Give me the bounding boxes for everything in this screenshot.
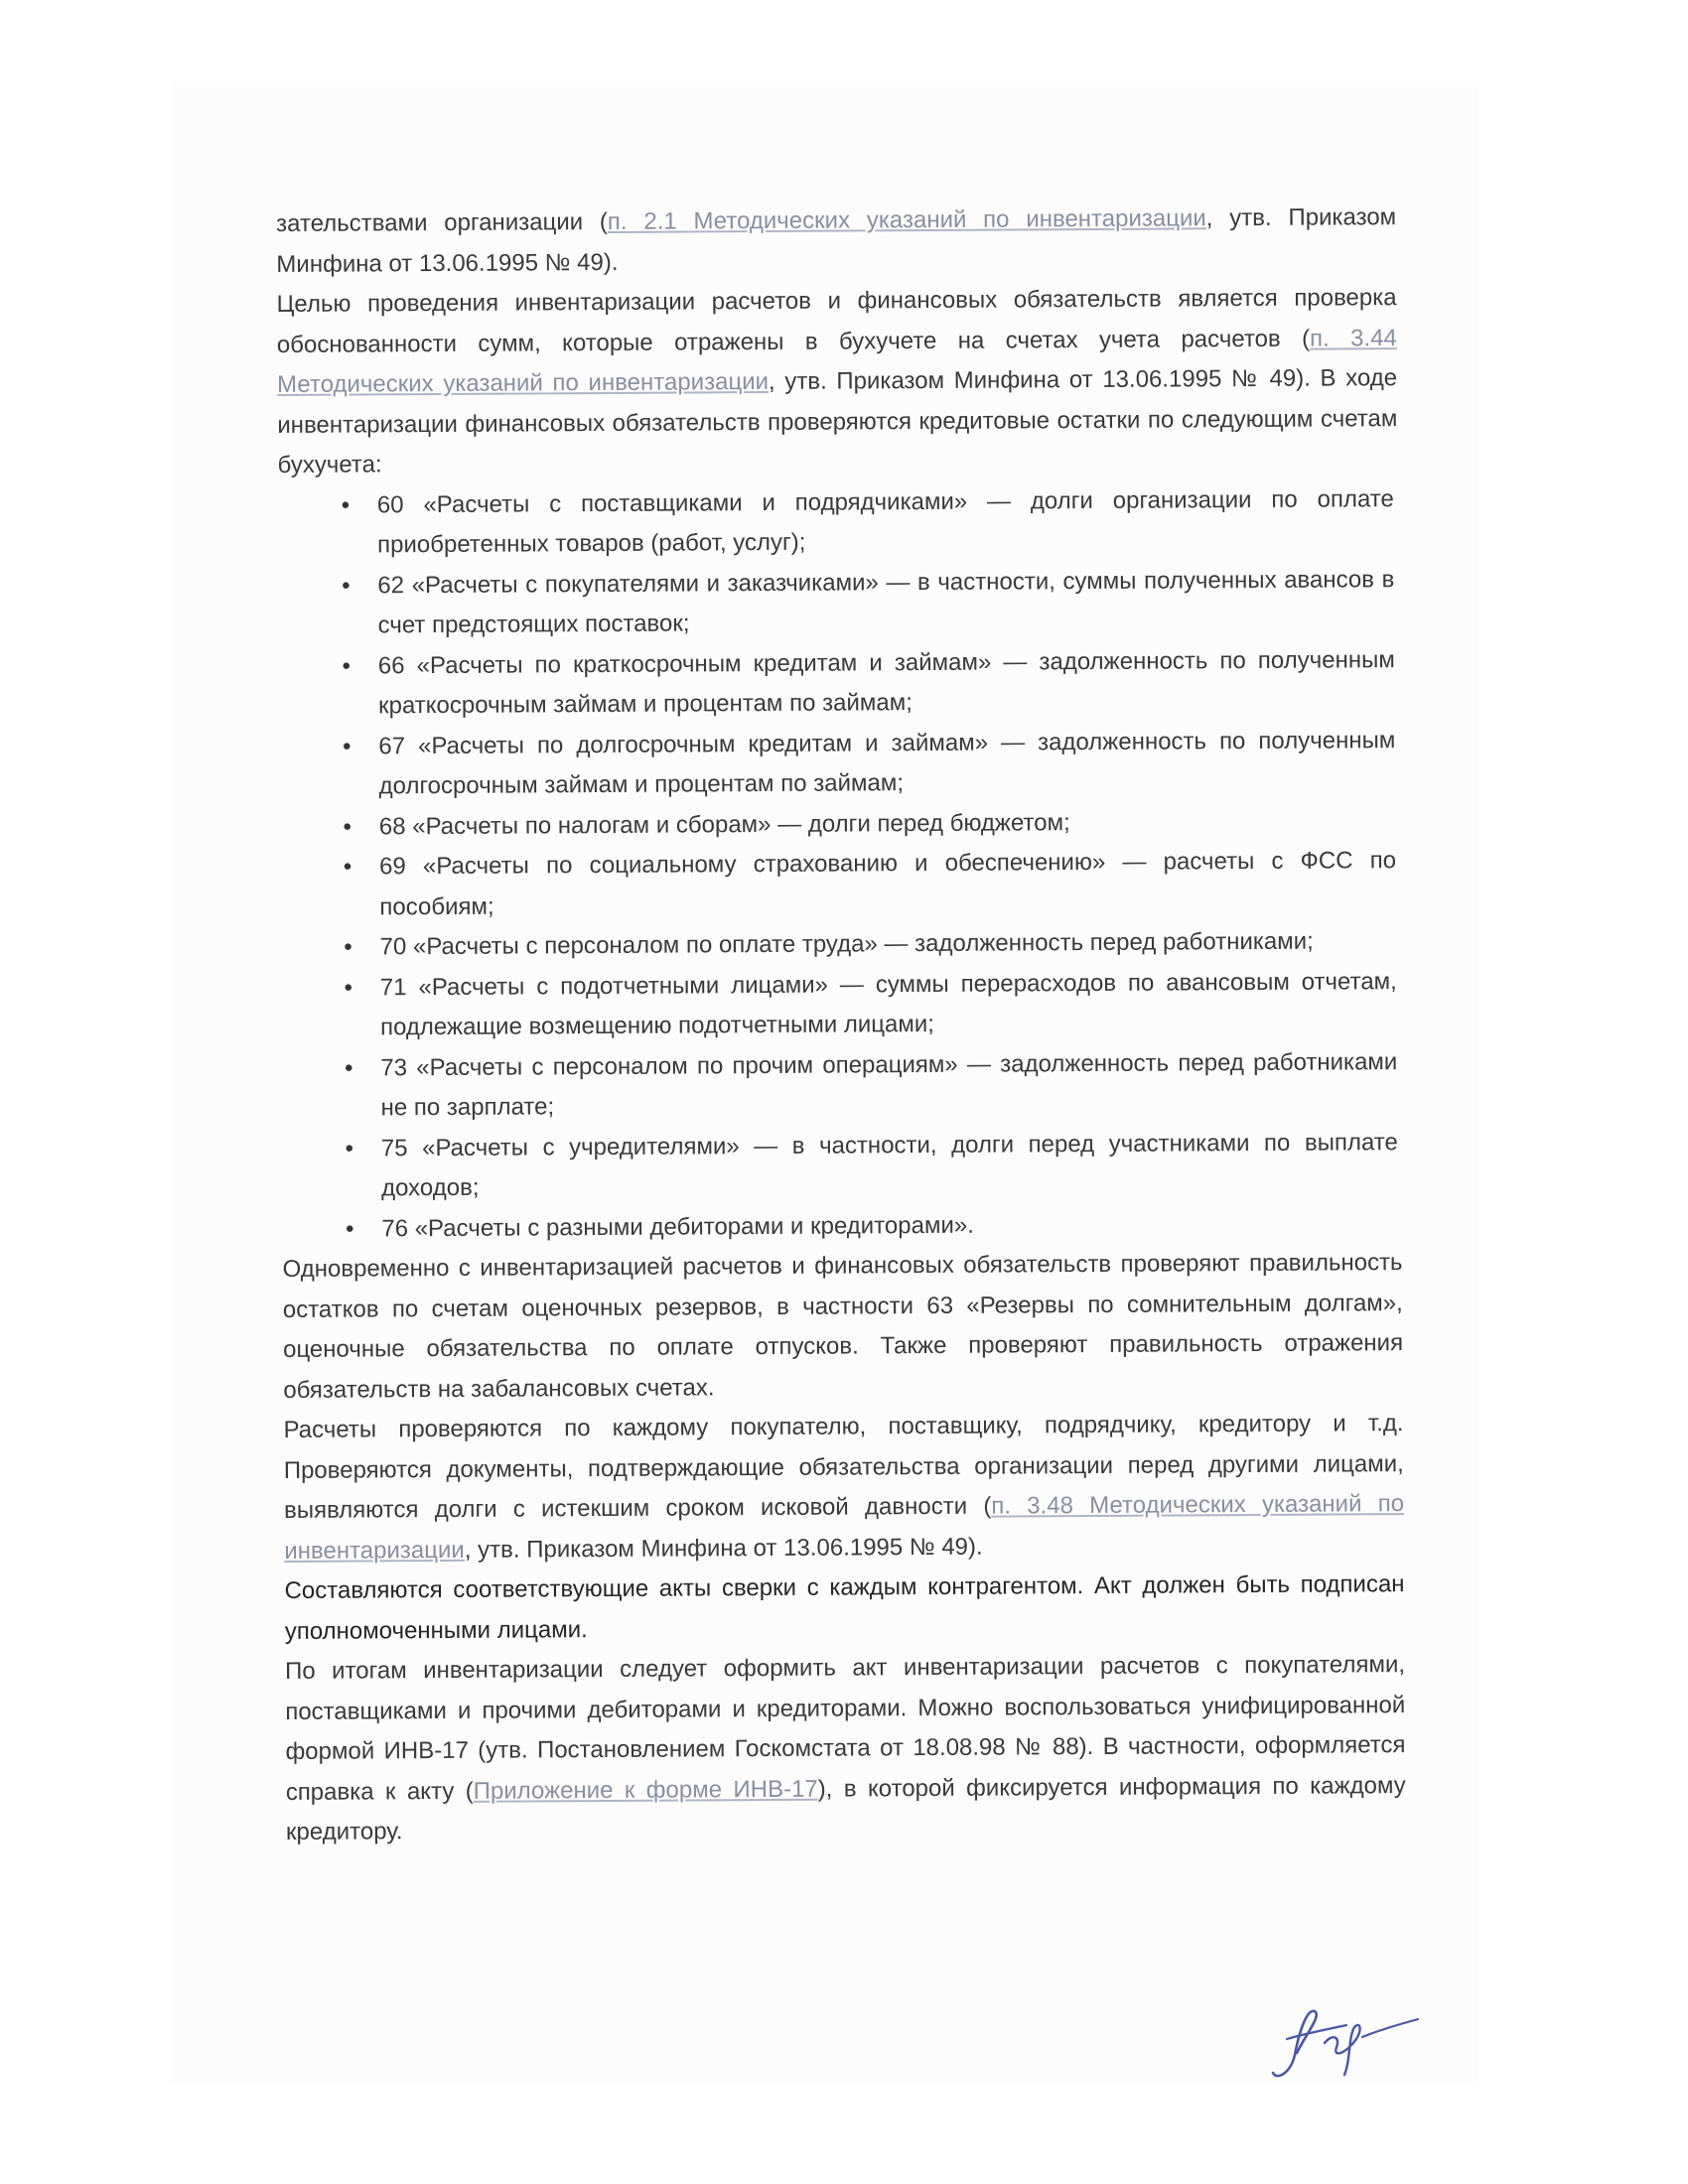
list-item <box>343 801 1400 848</box>
bullet-icon: • <box>342 572 351 600</box>
account-text: 71 «Расчеты с подотчетными лицами» — суммы перерасходов по авансовым отчетам, подлежащие возмещению подотчетными лицами; <box>379 967 1397 1041</box>
account-text: 62 «Расчеты с покупателями и заказчиками» — в частности, суммы полученных авансов в счет предстоящих поставок; <box>377 565 1395 639</box>
list-item <box>343 721 1399 807</box>
list-item <box>344 921 1400 968</box>
account-text: 76 «Расчеты с разными дебиторами и кредиторами». <box>381 1211 974 1242</box>
account-text: 73 «Расчеты с персоналом по прочим операциям» — задолженность перед работниками не по зарплате; <box>380 1047 1398 1122</box>
text: Расчеты проверяются по каждому покупателю, поставщику, подрядчику, кредитору и т.д. Проверяются документы, подтверждающие обязательства организации перед другими лицами, выявляются долги с истекшим сроком исковой давности ( <box>283 1410 1404 1524</box>
account-text: 66 «Расчеты по краткосрочным кредитам и займам» — задолженность по полученным краткосрочным займам и процентам по займам; <box>377 645 1395 720</box>
accounts-list <box>278 479 1403 1250</box>
signature-icon <box>1267 2003 1426 2083</box>
text: Целью проведения инвентаризации расчетов и финансовых обязательств является проверка обоснованности сумм, которые отражены в бухучете на счетах учета расчетов ( <box>276 284 1397 358</box>
list-item <box>345 1123 1402 1209</box>
bullet-icon: • <box>342 652 352 680</box>
document-body <box>276 198 1406 1852</box>
account-text: 60 «Расчеты с поставщиками и подрядчиками» — долги организации по оплате приобретенных товаров (работ, услуг); <box>376 484 1394 559</box>
list-item <box>346 1203 1402 1250</box>
paragraph-reserves: Одновременно с инвентаризацией расчетов и финансовых обязательств проверяют правильность остатков по счетам оценочных резервов, в частности 63 «Резервы по сомнительным долгам», оценочные обязательства по оплате отпусков. Также проверяют правильность отражения обязательств на забалансовых счетах. <box>282 1249 1404 1404</box>
bullet-icon: • <box>344 974 353 1002</box>
reference-link-3-44[interactable]: п. 3.44 Методических указаний по инвентаризации <box>277 324 1397 398</box>
reference-link-2-1[interactable]: п. 2.1 Методических указаний по инвентаризации <box>607 205 1206 235</box>
bullet-icon: • <box>343 813 352 841</box>
text: ), в которой фиксируется информация по каждому кредитору. <box>285 1771 1406 1845</box>
list-item <box>341 479 1398 566</box>
bullet-icon: • <box>344 933 352 961</box>
list-item <box>345 1042 1401 1129</box>
account-text: 70 «Расчеты с персоналом по оплате труда» — задолженность перед работниками; <box>379 927 1314 961</box>
bullet-icon: • <box>345 1054 353 1082</box>
list-item <box>342 560 1398 646</box>
account-text: 68 «Расчеты по налогам и сборам» — долги перед бюджетом; <box>378 808 1070 840</box>
bullet-icon: • <box>341 491 351 519</box>
list-item <box>344 962 1401 1048</box>
paragraph-checks <box>283 1404 1404 1571</box>
bullet-icon: • <box>343 733 352 760</box>
text: , утв. Приказом Минфина от 13.06.1995 № 49). <box>464 1533 983 1564</box>
list-item <box>342 640 1399 727</box>
account-text: 75 «Расчеты с учредителями» — в частности, долги перед участниками по выплате доходов; <box>380 1128 1398 1202</box>
paragraph-reconciliation: Составляются соответствующие акты сверки с каждым контрагентом. Акт должен быть подписан уполномоченными лицами. <box>284 1570 1405 1645</box>
bullet-icon: • <box>346 1215 354 1243</box>
text: По итогам инвентаризации следует оформить акт инвентаризации расчетов с покупателями, поставщиками и прочими дебиторами и кредиторами. Можно воспользоваться унифицированной формой ИНВ-17 (утв. Постановлением Госкомстата от 18.08.98 № 88). В частности, оформляется справка к акту ( <box>284 1651 1406 1806</box>
account-text: 69 «Расчеты по социальному страхованию и обеспечению» — расчеты с ФСС по пособиям; <box>378 847 1397 920</box>
text: , утв. Приказом Минфина от 13.06.1995 № 49). <box>276 204 1397 278</box>
text: , утв. Приказом Минфина от 13.06.1995 № 49). В ходе инвентаризации финансовых обязательств проверяются кредитовые остатки по следующим счетам бухучета: <box>277 364 1398 478</box>
list-item <box>343 841 1400 927</box>
paragraph-intro-continuation <box>276 198 1396 285</box>
bullet-icon: • <box>345 1135 354 1162</box>
text: зательствами организации ( <box>276 207 608 237</box>
paragraph-conclusion <box>285 1645 1406 1852</box>
paragraph-purpose <box>276 278 1397 485</box>
account-text: 67 «Расчеты по долгосрочным кредитам и займам» — задолженность по полученным долгосрочным займам и процентам по займам; <box>378 726 1396 800</box>
reference-link-3-48[interactable]: п. 3.48 Методических указаний по инвентаризации <box>284 1490 1405 1565</box>
bullet-icon: • <box>343 853 352 881</box>
reference-link-inv-17[interactable]: Приложение к форме ИНВ-17 <box>473 1775 818 1805</box>
